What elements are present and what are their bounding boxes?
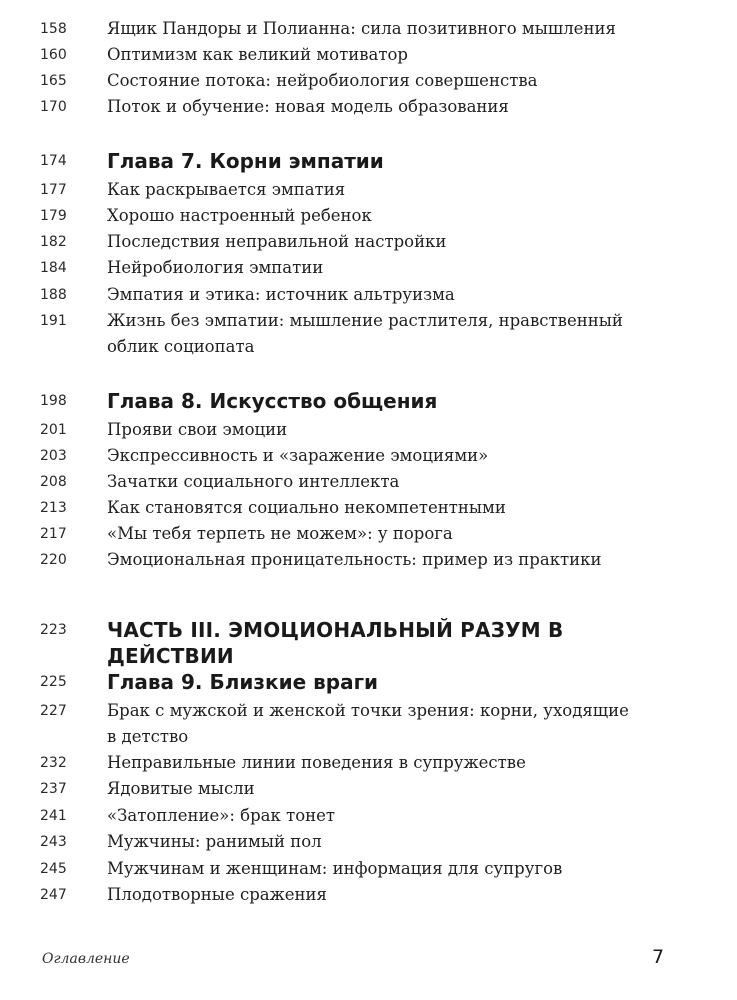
entry-page-number: 179 <box>40 208 67 224</box>
entry-title: Эмоциональная проницательность: пример из практики <box>107 550 602 569</box>
entry-page-number: 174 <box>40 153 67 169</box>
entry-title: Состояние потока: нейробиология совершенства <box>107 71 538 90</box>
entry-title: Нейробиология эмпатии <box>107 258 324 277</box>
entry-title: Как становятся социально некомпетентными <box>107 498 506 517</box>
entry-page-number: 243 <box>40 834 67 850</box>
entry-title: Плодотворные сражения <box>107 885 327 904</box>
entry-title <box>107 698 667 750</box>
entry-page-number: 170 <box>40 99 67 115</box>
entry-page-number: 227 <box>40 703 67 719</box>
entry-page-number: 160 <box>40 47 67 63</box>
entry-title: Последствия неправильной настройки <box>107 232 447 251</box>
entry-page-number: 177 <box>40 182 67 198</box>
entry-page-number: 203 <box>40 448 67 464</box>
entry-title: Зачатки социального интеллекта <box>107 472 400 491</box>
entry-title: Как раскрывается эмпатия <box>107 180 346 199</box>
entry-page-number: 247 <box>40 887 67 903</box>
entry-title: Поток и обучение: новая модель образования <box>107 97 509 116</box>
entry-title-line: Жизнь без эмпатии: мышление растлителя, нравственный <box>107 311 623 330</box>
entry-title-line: Брак с мужской и женской точки зрения: корни, уходящие <box>107 701 629 720</box>
entry-page-number: 241 <box>40 808 67 824</box>
entry-title: Ящик Пандоры и Полианна: сила позитивного мышления <box>107 19 616 38</box>
entry-title: «Затопление»: брак тонет <box>107 806 336 825</box>
entry-page-number: 198 <box>40 393 67 409</box>
page-number: 7 <box>652 946 665 968</box>
entry-page-number: 201 <box>40 422 67 438</box>
entry-title: Эмпатия и этика: источник альтруизма <box>107 285 455 304</box>
entry-page-number: 213 <box>40 500 67 516</box>
entry-page-number: 165 <box>40 73 67 89</box>
entry-page-number: 217 <box>40 526 67 542</box>
entry-page-number: 220 <box>40 552 67 568</box>
entry-title: «Мы тебя терпеть не можем»: у порога <box>107 524 453 543</box>
chapter-title: Глава 8. Искусство общения <box>107 389 438 413</box>
entry-title: Оптимизм как великий мотиватор <box>107 45 408 64</box>
part-title: ЧАСТЬ III. ЭМОЦИОНАЛЬНЫЙ РАЗУМ В ДЕЙСТВИИ <box>107 618 564 668</box>
entry-page-number: 223 <box>40 622 67 638</box>
running-footer-label: Оглавление <box>42 951 130 967</box>
entry-title: Хорошо настроенный ребенок <box>107 206 372 225</box>
entry-title: Экспрессивность и «заражение эмоциями» <box>107 446 489 465</box>
entry-page-number: 237 <box>40 781 67 797</box>
entry-page-number: 191 <box>40 313 67 329</box>
entry-page-number: 188 <box>40 287 67 303</box>
chapter-title: Глава 9. Близкие враги <box>107 670 379 694</box>
entry-page-number: 245 <box>40 861 67 877</box>
entry-title <box>107 308 667 360</box>
entry-title-continuation: облик социопата <box>107 337 255 356</box>
entry-page-number: 182 <box>40 234 67 250</box>
entry-page-number: 232 <box>40 755 67 771</box>
entry-page-number: 225 <box>40 674 67 690</box>
entry-page-number: 158 <box>40 21 67 37</box>
entry-page-number: 208 <box>40 474 67 490</box>
entry-title: Прояви свои эмоции <box>107 420 288 439</box>
entry-title: Мужчинам и женщинам: информация для супругов <box>107 859 563 878</box>
entry-title: Мужчины: ранимый пол <box>107 832 322 851</box>
entry-title: Неправильные линии поведения в супружестве <box>107 753 526 772</box>
entry-page-number: 184 <box>40 260 67 276</box>
entry-title-continuation: в детство <box>107 727 189 746</box>
entry-title: Ядовитые мысли <box>107 779 255 798</box>
chapter-title: Глава 7. Корни эмпатии <box>107 149 384 173</box>
